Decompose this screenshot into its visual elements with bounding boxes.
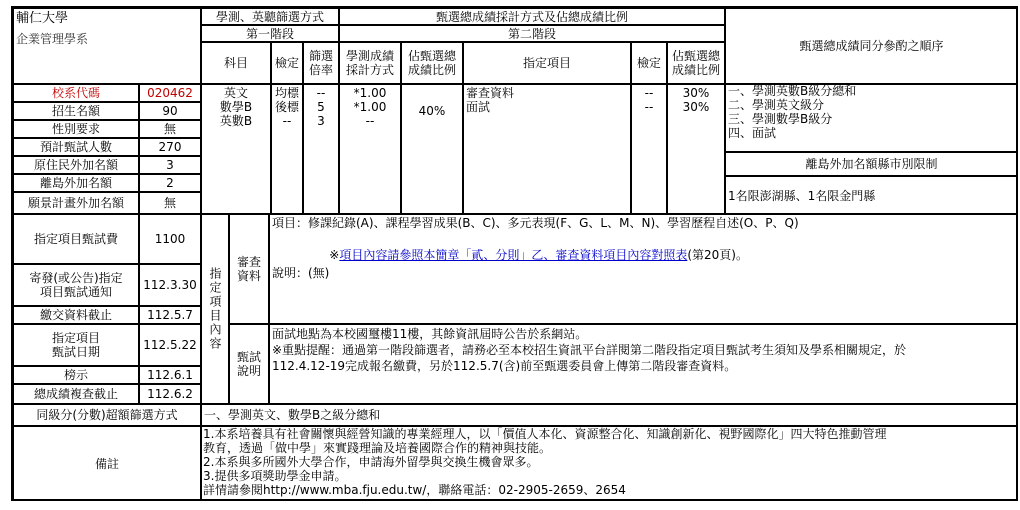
- over-quota-value: 一、學測英文、數學B之級分總和: [204, 408, 381, 422]
- fee-value: 112.5.7: [139, 306, 201, 324]
- island-text: 1名限澎湖縣、1名限金門縣: [728, 189, 876, 203]
- fee-value: 112.6.1: [139, 366, 201, 384]
- fee-label: 寄發(或公告)指定 項目甄試通知: [13, 264, 139, 306]
- stage1-method-header: 學測、英聽篩選方式: [201, 8, 339, 25]
- notes-text: 1.本系培養具有社會關懷與經營知識的專業經理人，以「價值人本化、資源整合化、知識創新化、視野國際化」四大特色推動管理 教育，透過「做中學」來實踐理論及培養國際合作的精神與技能。 2.本系與多所國外大學合作，申請海外留學與交換生機會眾多。 3.提供多項獎助學金申請。 詳情請參閱http://www.mba.fju.edu.tw/，聯絡電話：02-2905-2659、2654: [203, 427, 887, 497]
- check-header: 檢定: [271, 42, 303, 84]
- stage2-method-header: 甄選總成績採計方式及佔總成績比例: [339, 8, 725, 25]
- fee-label: 榜示: [13, 366, 139, 384]
- review-note-prefix: ※: [329, 248, 340, 262]
- fee-label: 指定項目甄試費: [13, 214, 139, 264]
- review-desc: 說明：(無): [272, 266, 330, 280]
- designated-title-cell: [201, 214, 229, 404]
- notes-label: 備註: [13, 426, 201, 501]
- info-value: 2: [139, 174, 201, 192]
- interview-text: 面試地點為本校國璽樓11樓，其餘資訊屆時公告於系網站。 ※重點提醒：通過第一階段篩選者，請務必至本校招生資訊平台詳閱第二階段指定項目甄試考生須知及學系相關規定，於 112.4.12-19完成報名繳費，另於112.5.7(含)前至甄選委員會上傳第二階段審查資料。: [272, 327, 907, 373]
- info-value: 020462: [139, 84, 201, 102]
- stage1-multipliers: -- 5 3: [316, 86, 326, 128]
- info-label: 預計甄試人數: [13, 138, 139, 156]
- stage2-item-weights: 30% 30%: [682, 86, 710, 114]
- fee-value: 112.6.2: [139, 384, 201, 404]
- info-value: 無: [139, 192, 201, 214]
- fee-label: 繳交資料截止: [13, 306, 139, 324]
- item-header: 指定項目: [463, 42, 631, 84]
- info-label: 招生名額: [13, 102, 139, 120]
- review-note-suffix: (第20頁)。: [687, 248, 748, 262]
- fee-value: 112.5.22: [139, 324, 201, 366]
- review-note: [314, 234, 748, 276]
- info-label: 願景計畫外加名額: [13, 192, 139, 214]
- info-label: 離島外加名額: [13, 174, 139, 192]
- info-value: 3: [139, 156, 201, 174]
- fee-value: 1100: [139, 214, 201, 264]
- stage2-calc: *1.00 *1.00 --: [353, 86, 387, 128]
- stage2-checks: -- --: [644, 86, 654, 114]
- fee-label: 總成績複查截止: [13, 384, 139, 404]
- admission-table: [11, 6, 1018, 501]
- over-quota-label: 同級分(分數)超額篩選方式: [13, 404, 201, 426]
- subject-header: 科目: [201, 42, 271, 84]
- stage2-weight: 40%: [418, 104, 446, 118]
- review-items: 項目：修課紀錄(A)、課程學習成果(B、C)、多元表現(F、G、L、M、N)、學習歷程自述(O、P、Q): [272, 216, 799, 230]
- fee-value: 112.3.30: [139, 264, 201, 306]
- interview-label: 甄試 說明: [229, 324, 269, 404]
- stage2-header: 第二階段: [339, 25, 725, 42]
- tie-break-list: 一、學測英數B級分總和 二、學測英文級分 三、學測數學B級分 四、面試: [728, 84, 857, 140]
- island-title: 離島外加名額縣市別限制: [725, 152, 1018, 176]
- stage1-header: 第一階段: [201, 25, 339, 42]
- review-note-link[interactable]: 項目內容請參照本簡章「貳、分則」乙、審查資料項目內容對照表: [339, 248, 688, 262]
- info-value: 無: [139, 120, 201, 138]
- info-value: 90: [139, 102, 201, 120]
- info-label: 性別要求: [13, 120, 139, 138]
- check2-header: 檢定: [631, 42, 667, 84]
- designated-title: 指定項目內容: [208, 267, 222, 351]
- multiplier-header: 篩選 倍率: [303, 42, 339, 84]
- weight2-header: 佔甄選總 成績比例: [667, 42, 725, 84]
- info-value: 270: [139, 138, 201, 156]
- info-label: 原住民外加名額: [13, 156, 139, 174]
- stage1-checks: 均標 後標 --: [274, 86, 299, 128]
- tie-order-header: 甄選總成績同分參酌之順序: [725, 8, 1018, 84]
- weight-header: 佔甄選總 成績比例: [401, 42, 463, 84]
- dept-name: 企業管理學系: [16, 32, 89, 46]
- fee-label: 指定項目 甄試日期: [13, 324, 139, 366]
- review-label: 審查 資料: [229, 214, 269, 324]
- stage2-items: 審查資料 面試: [466, 86, 515, 114]
- calc-method-header: 學測成績 採計方式: [339, 42, 401, 84]
- stage1-subjects: 英文 數學B 英數B: [219, 86, 253, 128]
- info-label: 校系代碼: [13, 84, 139, 102]
- school-name: 輔仁大學: [16, 11, 69, 26]
